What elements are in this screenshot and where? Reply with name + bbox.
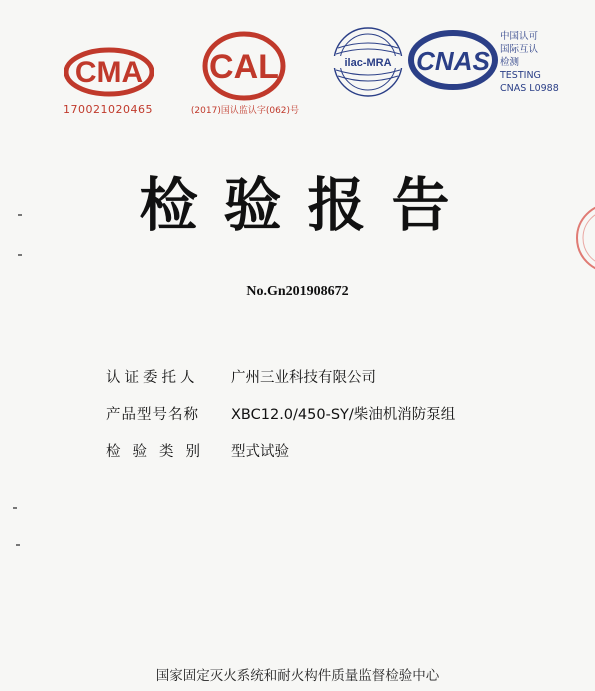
cnas-line: 国际互认 [500,44,539,55]
field-label: 产品型号名称 [106,407,199,423]
field-label: 检验类别 [106,444,212,460]
field-row-product [106,403,455,440]
issuing-organization: 国家固定灭火系统和耐火构件质量监督检验中心 [155,668,440,684]
binding-mark [18,254,22,256]
cnas-logo [408,30,498,90]
seal-stamp [571,198,595,278]
report-title: 检验报告 [139,171,476,239]
ilac-mra-logo [328,26,408,98]
svg-text:CNAS: CNAS [416,46,490,76]
cal-logo [201,30,287,102]
field-label: 认证委托人 [106,370,199,386]
svg-text:CAL: CAL [209,48,279,86]
binding-mark [18,214,22,216]
field-value: 广州三业科技有限公司 [231,370,376,386]
binding-mark [13,507,17,509]
cma-logo [64,42,154,102]
cnas-line: 中国认可 [500,31,539,42]
svg-text:CMA: CMA [74,56,144,89]
cma-number: 170021020465 [63,103,153,116]
cnas-accreditation-text [500,30,590,95]
field-row-client [106,366,455,403]
field-value: 型式试验 [231,444,289,460]
binding-mark [16,544,20,546]
report-fields [106,366,455,477]
svg-text:ilac-MRA: ilac-MRA [344,57,392,69]
report-number: No.Gn201908672 [246,284,349,299]
cal-license-number: (2017)国认监认字(062)号 [190,106,300,116]
cnas-line: 检测 [500,57,520,68]
field-value: XBC12.0/450-SY/柴油机消防泵组 [231,407,456,423]
field-row-test-type [106,440,455,477]
cnas-line: TESTING [500,70,541,81]
cnas-line: CNAS L0988 [500,83,559,94]
